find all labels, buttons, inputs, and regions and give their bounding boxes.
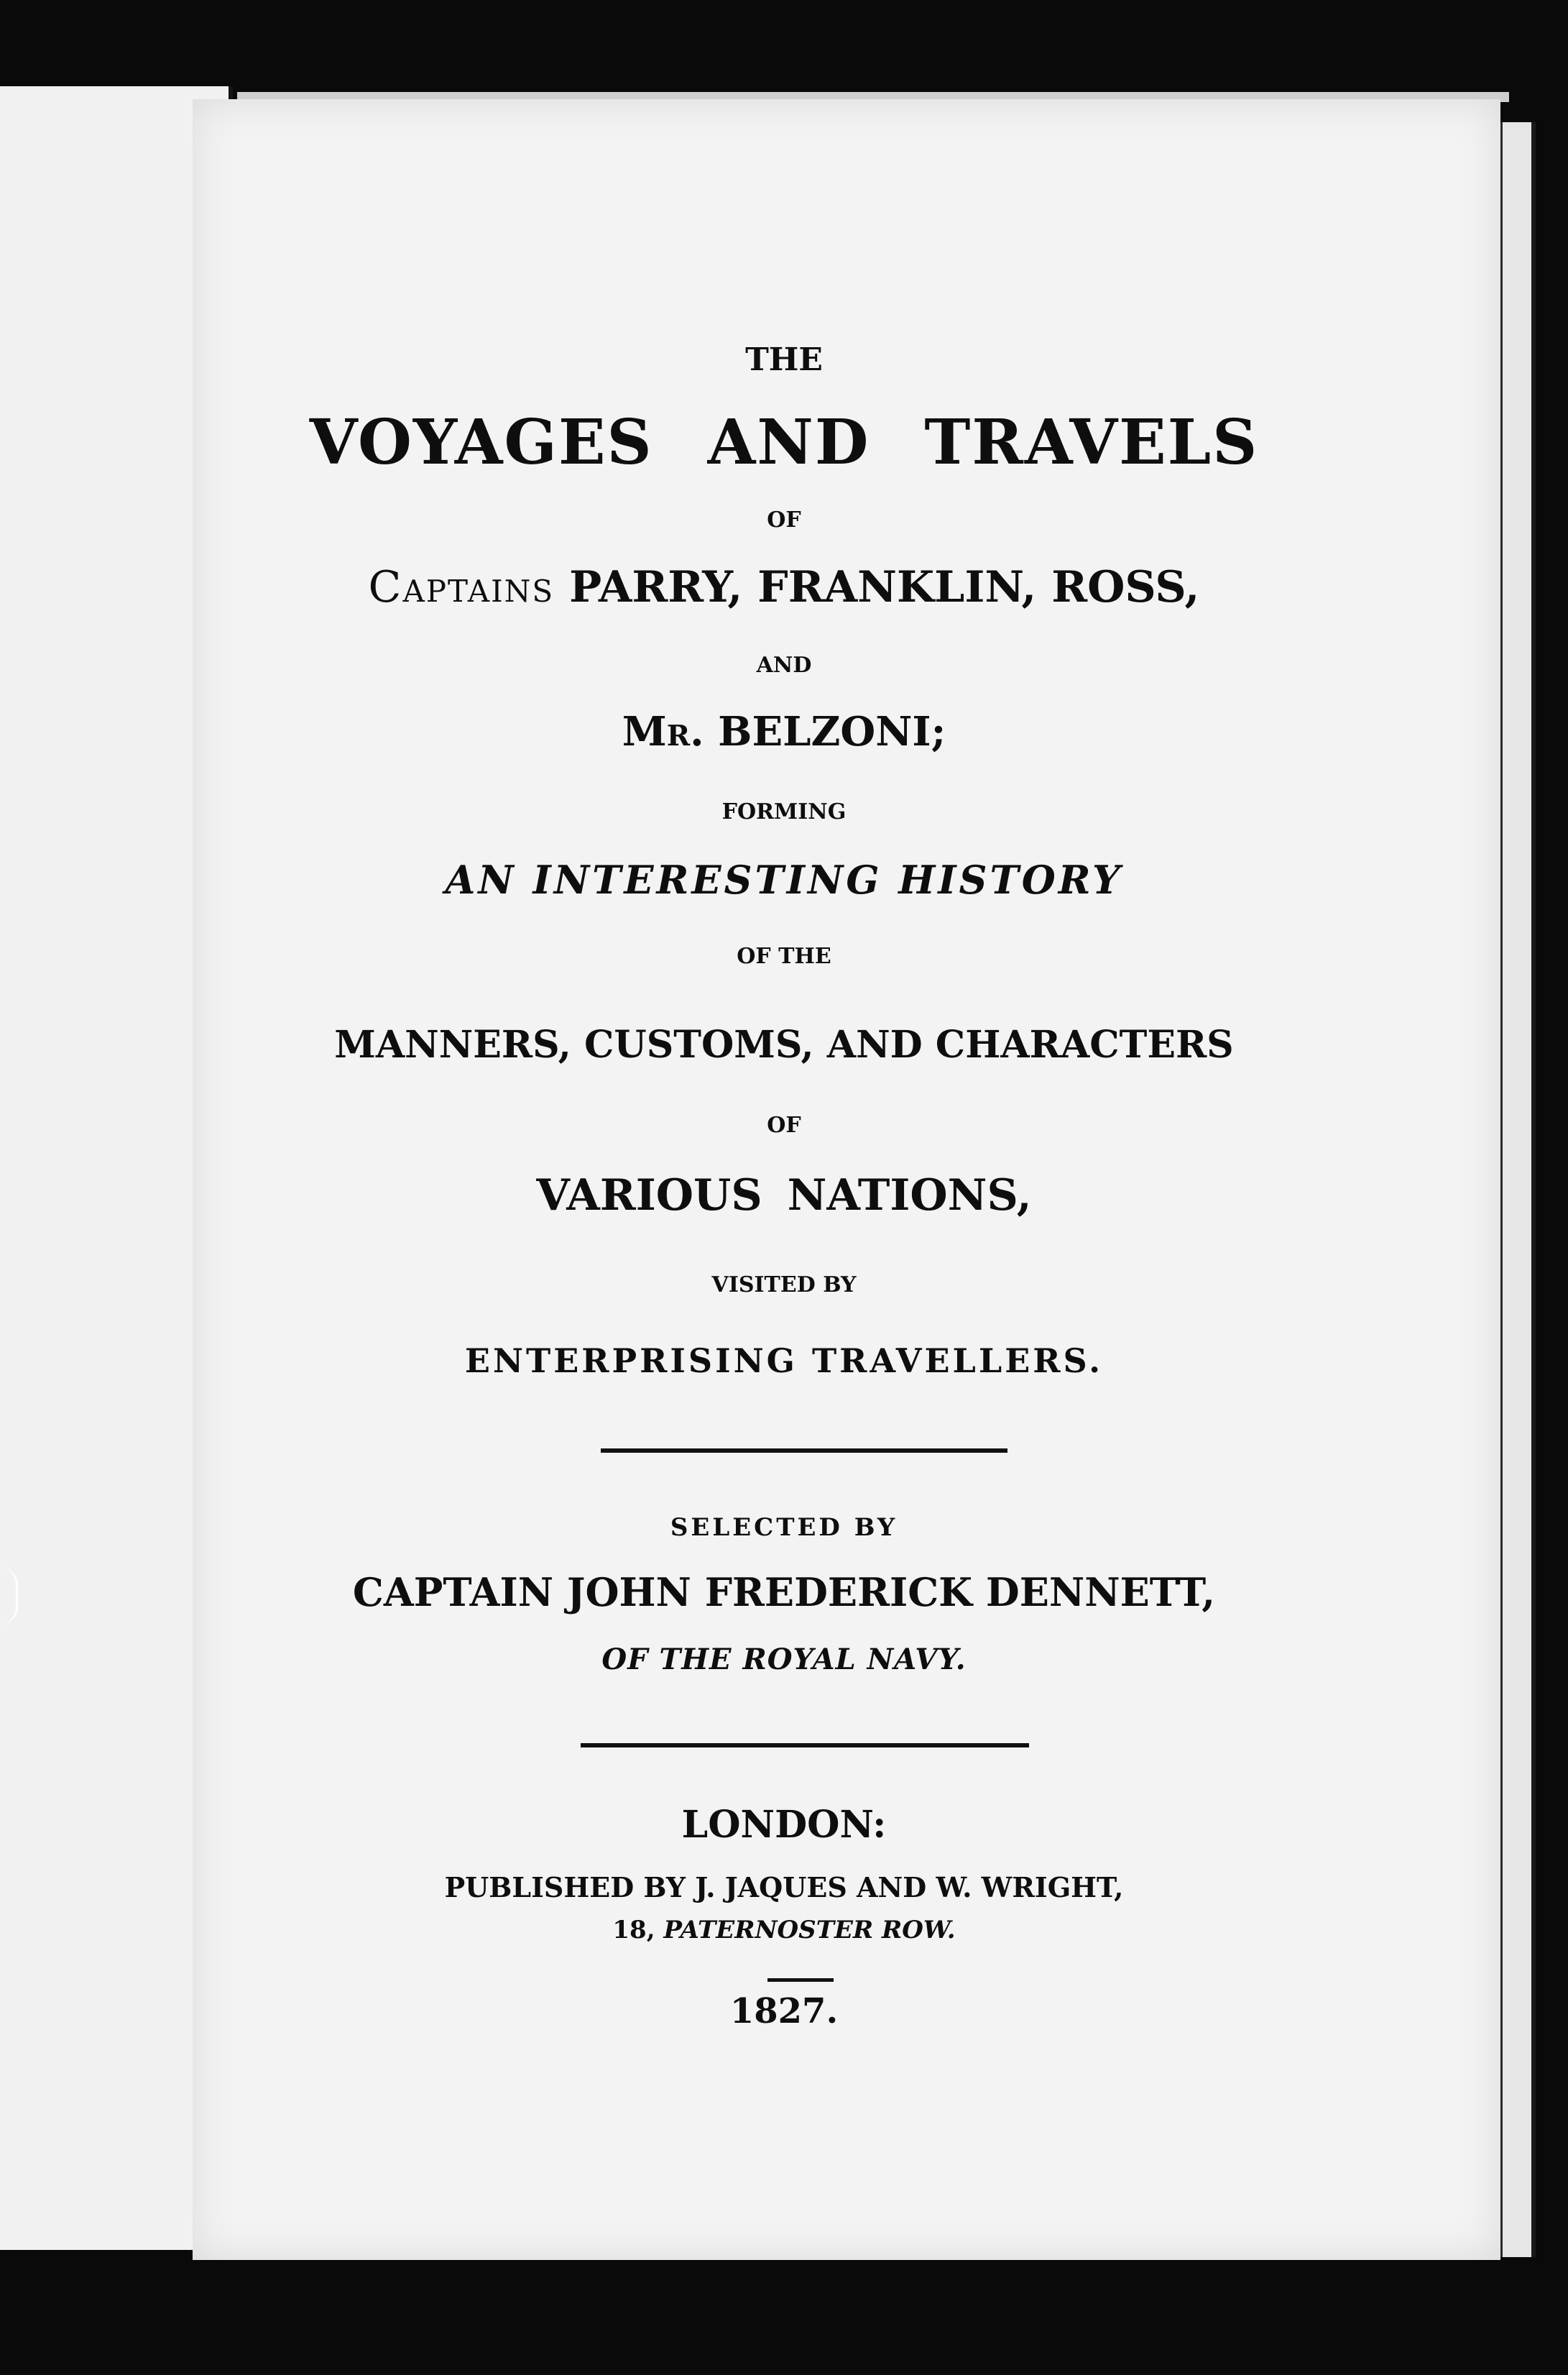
subtitle: AN INTERESTING HISTORY <box>445 857 1123 903</box>
mr-name: BELZONI; <box>718 708 946 755</box>
mr-line <box>0 708 1568 755</box>
manners-line: MANNERS, CUSTOMS, AND CHARACTERS <box>334 1023 1234 1067</box>
editor-name: CAPTAIN JOHN FREDERICK DENNETT, <box>352 1569 1216 1615</box>
visited-by-line: VISITED BY <box>711 1272 857 1297</box>
of-line-1: OF <box>767 507 801 533</box>
of-the-line: OF THE <box>737 944 831 969</box>
nations-line: VARIOUS NATIONS, <box>536 1170 1032 1221</box>
year-line: 1827. <box>729 1991 839 2031</box>
captains-line <box>0 562 1568 612</box>
of-line-2: OF <box>767 1113 801 1138</box>
divider-2 <box>581 1743 1029 1747</box>
address-number: 18, <box>612 1916 655 1944</box>
divider-3 <box>767 1978 834 1982</box>
city-line: LONDON: <box>681 1803 887 1847</box>
captains-names: PARRY, FRANKLIN, ROSS, <box>569 562 1200 612</box>
selected-by-line: SELECTED BY <box>670 1513 898 1542</box>
mr-prefix: Mr. <box>622 708 704 755</box>
editor-rank: OF THE ROYAL NAVY. <box>601 1643 967 1676</box>
the-line: THE <box>745 341 823 378</box>
and-line: AND <box>756 653 812 678</box>
address-line <box>0 1916 1568 1944</box>
main-title: VOYAGES AND TRAVELS <box>309 406 1259 479</box>
captains-prefix: Captains <box>368 562 555 612</box>
forming-line: FORMING <box>721 799 847 824</box>
address-street: PATERNOSTER ROW. <box>663 1916 956 1944</box>
divider-1 <box>601 1448 1007 1453</box>
publisher-line: PUBLISHED BY J. JAQUES AND W. WRIGHT, <box>444 1871 1124 1903</box>
travellers-line: ENTERPRISING TRAVELLERS. <box>464 1341 1104 1380</box>
